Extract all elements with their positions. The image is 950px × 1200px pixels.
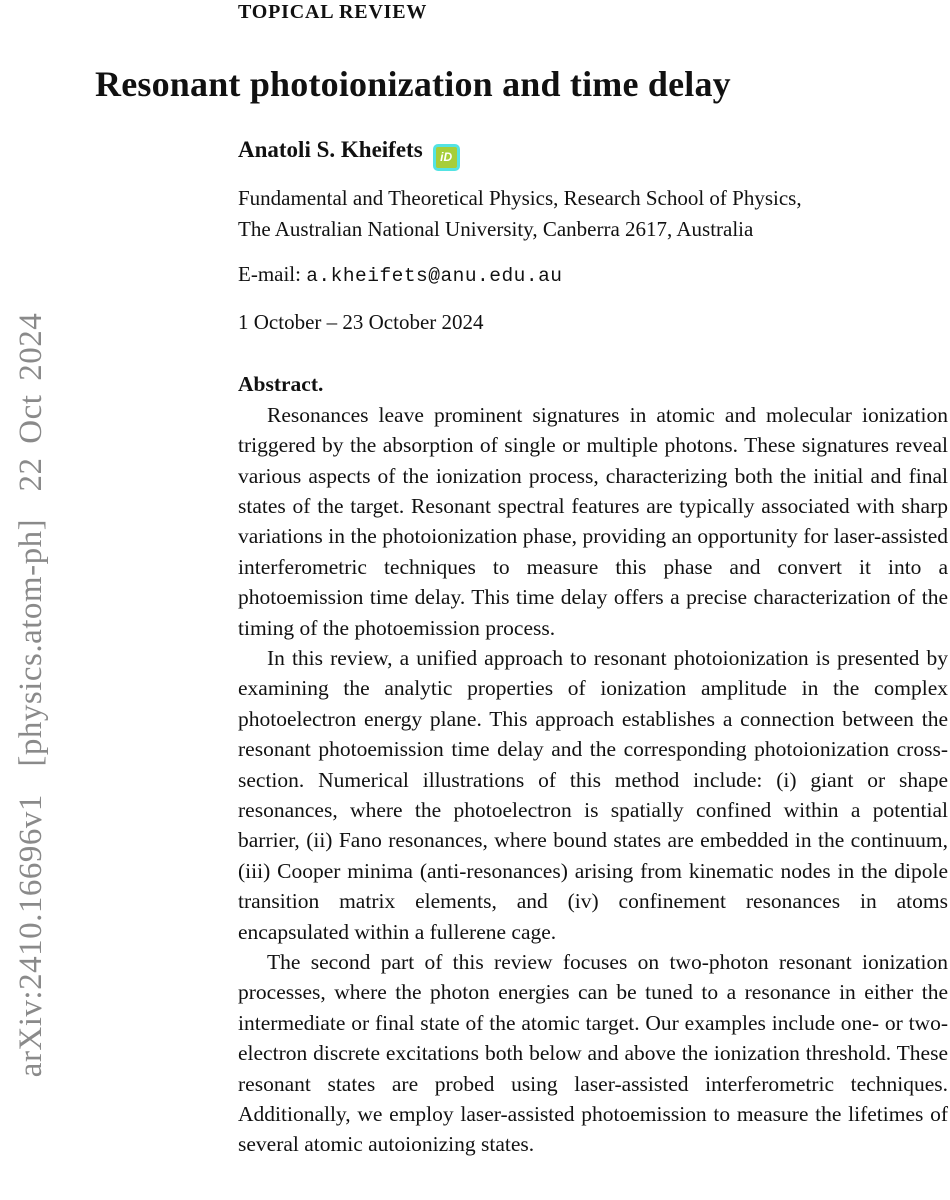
affiliation (238, 183, 948, 245)
author-row (238, 137, 948, 171)
paper-content (95, 0, 948, 1160)
affiliation-line-1: Fundamental and Theoretical Physics, Research School of Physics, (238, 186, 802, 211)
email-line (238, 262, 948, 287)
paper-title: Resonant photoionization and time delay (95, 64, 731, 104)
email-label: E-mail: (238, 262, 307, 287)
article-type-label: TOPICAL REVIEW (238, 1, 428, 23)
orcid-icon-label: iD (440, 150, 453, 165)
abstract-heading: Abstract. (238, 372, 324, 397)
abstract-paragraph-3: The second part of this review focuses on two-photon resonant ionization processes, where the photon energies can be tuned to a resonance in either the intermediate or final state of the atomic target. Our examples include one- or two-electron discrete excitations both below and above the ionization threshold. These resonant states are probed using laser-assisted interferometric techniques. Additionally, we employ laser-assisted photoemission to measure the lifetimes of several atomic autoionizing states. (238, 950, 948, 1157)
received-dates: 1 October – 23 October 2024 (238, 310, 484, 335)
orcid-icon[interactable] (433, 144, 460, 171)
email-link[interactable]: a.kheifets@anu.edu.au (306, 265, 563, 288)
arxiv-identifier-watermark: arXiv:2410.16696v1 [physics.atom-ph] 22 Oct 2024 (13, 312, 49, 1078)
abstract-paragraph-1: Resonances leave prominent signatures in atomic and molecular ionization triggered by the absorption of single or multiple photons. These signatures reveal various aspects of the ionization process, characterizing both the initial and final states of the target. Resonant spectral features are typically associated with sharp variations in the photoionization phase, providing an opportunity for laser-assisted interferometric techniques to measure this phase and convert it into a photoemission time delay. This time delay offers a precise characterization of the timing of the photoemission process. (238, 402, 948, 640)
affiliation-line-2: The Australian National University, Canberra 2617, Australia (238, 217, 754, 242)
abstract-paragraph-2: In this review, a unified approach to resonant photoionization is presented by examining the analytic properties of ionization amplitude in the complex photoelectron energy plane. This approach establishes a connection between the resonant photoemission time delay and the corresponding photoionization cross-section. Numerical illustrations of this method include: (i) giant or shape resonances, where the photoelectron is spatially confined within a potential barrier, (ii) Fano resonances, where bound states are embedded in the continuum, (iii) Cooper minima (anti-resonances) arising from kinematic nodes in the dipole transition matrix elements, and (iv) confinement resonances in atoms encapsulated within a fullerene cage. (238, 645, 948, 944)
author-name: Anatoli S. Kheifets (238, 137, 423, 163)
abstract-section (238, 369, 948, 1160)
